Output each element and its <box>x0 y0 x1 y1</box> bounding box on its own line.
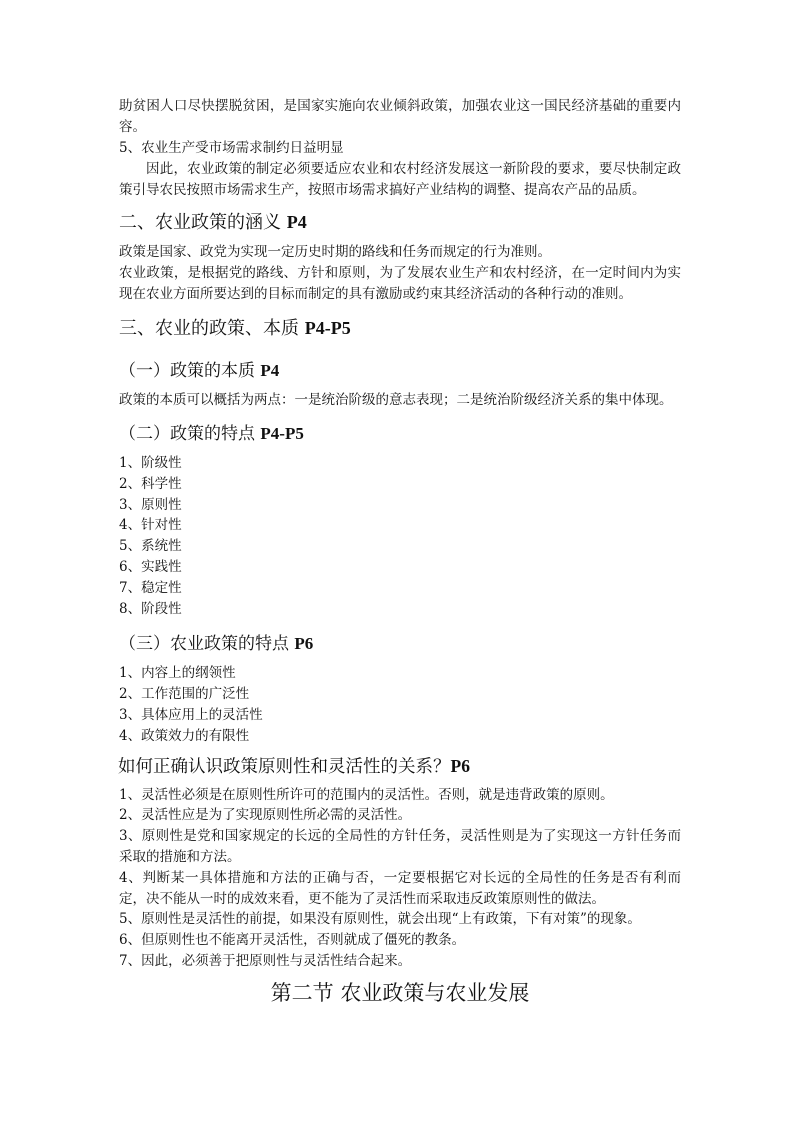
list-item: 5、原则性是灵活性的前提，如果没有原则性，就会出现“上有政策，下有对策”的现象。 <box>119 911 641 928</box>
list-item: 2、工作范围的广泛性 <box>119 686 250 703</box>
page-ref: P4-P5 <box>260 424 304 443</box>
heading-text: 二、农业政策的涵义 <box>119 212 281 233</box>
list-item: 3、原则性是党和国家规定的长远的全局性的方针任务，灵活性则是为了实现这一方针任务而采取的措施和方法。 <box>119 828 681 865</box>
heading-text: 三、农业的政策、本质 <box>119 318 299 339</box>
list-item: 7、因此，必须善于把原则性与灵活性结合起来。 <box>119 952 412 969</box>
heading-text: （一）政策的本质 <box>119 361 255 381</box>
list-sub3 <box>119 663 681 746</box>
list-item: 1、阶级性 <box>119 455 182 471</box>
list-sub2 <box>119 453 681 619</box>
heading-text: （二）政策的特点 <box>119 424 255 444</box>
list-item: 2、科学性 <box>119 475 182 492</box>
heading-question <box>118 753 681 780</box>
list-item: 4、判断某一具体措施和方法的正确与否，一定要根据它对长远的全局性的任务是否有利而定，决不能从一时的成效来看，更不能为了灵活性而采取违反政策原则性的做法。 <box>119 869 681 907</box>
list-item: 3、原则性 <box>119 496 182 513</box>
list-item: 5、系统性 <box>119 538 182 555</box>
list-item: 7、稳定性 <box>119 579 182 596</box>
list-item: 4、政策效力的有限性 <box>119 727 250 744</box>
paragraph: 农业政策，是根据党的路线、方针和原则，为了发展农业生产和农村经济，在一定时间内为实现在农业方面所要达到的目标而制定的具有激励或约束其经济活动的各种行动的准则。 <box>119 265 681 302</box>
page-ref: P6 <box>450 755 470 776</box>
list-item: 1、灵活性必须是在原则性所许可的范围内的灵活性。否则，就是违背政策的原则。 <box>119 786 614 803</box>
list-item: 8、阶段性 <box>119 600 182 617</box>
heading-sub3 <box>119 631 681 657</box>
page-ref: P4 <box>260 361 280 380</box>
page-ref: P6 <box>294 634 314 654</box>
list-item: 5、农业生产受市场需求制约日益明显 <box>119 140 344 156</box>
paragraph: 政策的本质可以概括为两点：一是统治阶级的意志表现；二是统治阶级经济关系的集中体现。 <box>119 392 673 408</box>
heading-sec3 <box>119 315 681 342</box>
heading-sub2 <box>119 421 681 447</box>
paragraph: 因此，农业政策的制定必须要适应农业和农村经济发展这一新阶段的要求，要尽快制定政策引导农民按照市场需求生产，按照市场需求搞好产业结构的调整、提高农产品的品质。 <box>119 161 681 198</box>
list-question <box>119 785 681 972</box>
paragraph: 政策是国家、政党为实现一定历史时期的路线和任务而规定的行为准则。 <box>119 244 551 260</box>
section-title: 第二节 农业政策与农业发展 <box>270 980 530 1005</box>
page-ref: P4 <box>286 212 307 232</box>
list-item: 6、但原则性也不能离开灵活性，否则就成了僵死的教条。 <box>119 932 466 949</box>
page-ref: P4-P5 <box>304 318 351 338</box>
intro-line: 助贫困人口尽快摆脱贫困，是国家实施向农业倾斜政策，加强农业这一国民经济基础的重要内容。 <box>119 98 681 135</box>
document-page <box>119 96 681 1008</box>
list-item: 4、针对性 <box>119 517 182 534</box>
heading-text: 如何正确认识政策原则性和灵活性的关系？ <box>118 756 451 777</box>
list-item: 2、灵活性应是为了实现原则性所必需的灵活性。 <box>119 807 412 824</box>
list-item: 1、内容上的纲领性 <box>119 665 236 682</box>
heading-sec2 <box>119 209 681 236</box>
list-item: 3、具体应用上的灵活性 <box>119 706 263 723</box>
heading-text: （三）农业政策的特点 <box>119 634 289 655</box>
heading-sub1 <box>119 358 681 384</box>
list-item: 6、实践性 <box>119 558 182 575</box>
